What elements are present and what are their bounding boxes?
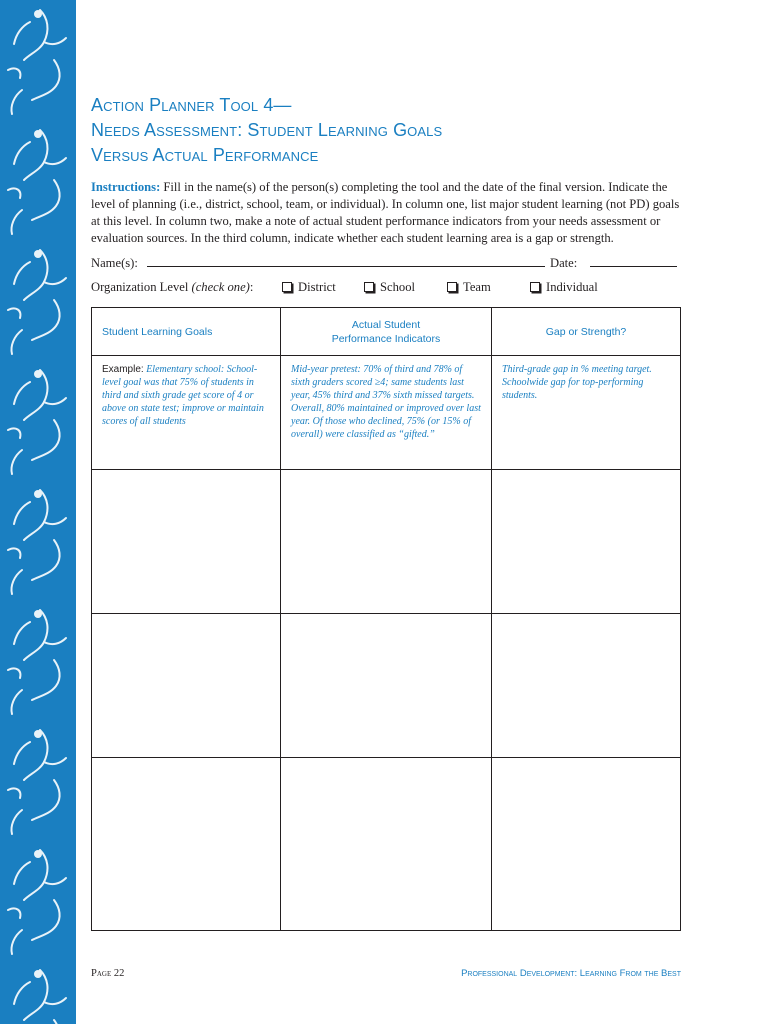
goal-input-cell[interactable] [92,470,281,614]
page-title [91,93,691,168]
checkbox-district[interactable] [282,280,336,295]
decorative-sidebar [0,0,76,1024]
indicators-input-cell[interactable] [281,614,492,758]
title-line-3: Versus Actual Performance [91,145,319,165]
example-gap-text: Third-grade gap in % meeting target. Schoolwide gap for top-performing students. [502,364,652,401]
table-row-example [92,356,681,470]
table-row [92,758,681,931]
example-goal-cell [92,356,281,470]
header-student-learning-goals: Student Learning Goals [92,308,281,356]
instructions [91,179,681,247]
swimmer-pattern-icon [0,0,76,1024]
title-line-1: Action Planner Tool 4— [91,95,292,115]
date-label: Date: [550,256,578,270]
series-title: Professional Development: Learning From the Best [461,968,681,979]
indicators-input-cell[interactable] [281,758,492,931]
example-indicators-text: Mid-year pretest: 70% of third and 78% of sixth graders scored ≥4; same students last year, 45% third and 37% sixth missed targets. Overall, 80% maintained or improved over last year. Of those who declined, 75% (or 15% of overall) were classified as “gifted.” [291,364,481,440]
org-colon: : [249,280,254,294]
date-input-line[interactable] [590,256,677,267]
instructions-text: Fill in the name(s) of the person(s) completing the tool and the date of the final version. Indicate the level of planning (i.e., district, school, team, or individual). In column one, list major student learning (not PD) goals at this level. In column two, make a note of actual student performance indicators from your needs assessment or evaluation sources. In the third column, indicate whether each student learning area is a gap or strength. [91,180,680,245]
example-gap-cell [492,356,681,470]
table-row [92,614,681,758]
header-line-2: Performance Indicators [331,332,441,345]
title-line-2: Needs Assessment: Student Learning Goals [91,120,443,140]
checkbox-icon [282,282,292,292]
checkbox-individual[interactable] [530,280,598,295]
gap-input-cell[interactable] [492,470,681,614]
header-actual-performance [281,308,492,356]
header-gap-or-strength: Gap or Strength? [492,308,681,356]
option-label: Individual [546,280,598,294]
table-row [92,470,681,614]
option-label: Team [463,280,491,294]
checkbox-icon [530,282,540,292]
checkbox-school[interactable] [364,280,415,295]
example-goal-text: Elementary school: School-level goal was that 75% of students in third and sixth grade get score of 4 or above on state test; improve or maintain scores of all students [102,364,264,427]
header-line-1: Actual Student [351,318,421,331]
checkbox-icon [364,282,374,292]
instructions-label: Instructions: [91,180,161,194]
assessment-table [91,307,681,931]
names-row [91,256,681,271]
organization-level-row [91,280,691,295]
org-label-text: Organization Level [91,280,189,294]
gap-input-cell[interactable] [492,614,681,758]
option-label: School [380,280,415,294]
org-label [91,280,253,294]
org-hint: (check one) [191,280,250,294]
table-header-row [92,308,681,356]
gap-input-cell[interactable] [492,758,681,931]
names-input-line[interactable] [147,256,545,267]
option-label: District [298,280,336,294]
page-number: Page 22 [91,968,125,979]
names-label: Name(s): [91,256,138,270]
example-indicators-cell [281,356,492,470]
indicators-input-cell[interactable] [281,470,492,614]
checkbox-team[interactable] [447,280,491,295]
example-label: Example: [102,364,144,375]
goal-input-cell[interactable] [92,758,281,931]
checkbox-icon [447,282,457,292]
goal-input-cell[interactable] [92,614,281,758]
